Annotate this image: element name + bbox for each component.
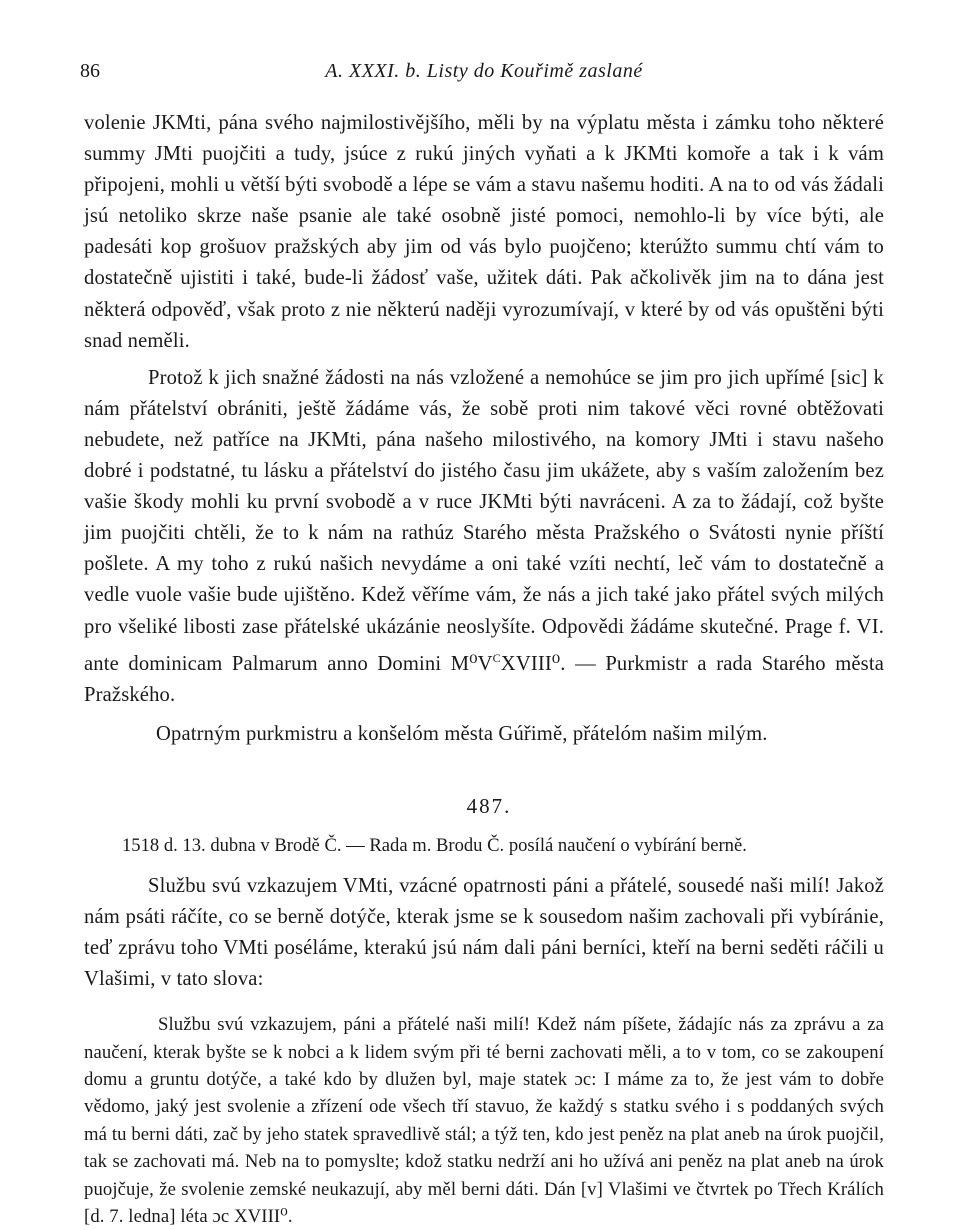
inserted-letter: Službu svú vzkazujem, páni a přátelé naši milí! Kdež nám píšete, žádajíc nás za zprávu a za naučení, kterak byšte se k nobci a k lidem svým při té berni zachovati měli, a to v tom, co se zakoupení domu a gruntu dotýče, a také kdo by dlužen byl, maje statek ɔc: I máme za to, že jest vám to dobře vědomo, jaký jest svolenie a zřízení ode všech tří stavuo, že každý s statku svého i s poddaných svých má tu berni dáti, zač by jeho statek spravedlivě stál; a týž ten, kdo jest peněz na plat aneb na úrok puojčil, tak se zachovati má. Neb na to pomyslte; kdož statku nedrží ani ho užívá ani peněz na plat aneb na úrok puojčuje, že svolenie zemské neukazují, aby měl berni dáti. Dán [v] Vlašimi ve čtvrtek po Třech Králích [d. 7. ledna] léta ɔc XVIII⁰.	[84, 1014, 884, 1227]
paragraph-continuation: volenie JKMti, pána svého najmilostivějšího, měli by na výplatu města i zámku toho některé summy JMti puojčiti a tudy, jsúce z rukú jiných vyňati a k JKMti komoře a tak i k vám připojeni, mohli u větší býti svobodě a lépe se vám a stavu našemu hoditi. A na to od vás žádali jsú netoliko skrze naše psanie ale také osobně jisté pomoci, nemohlo-li by více býti, ale padesáti kop grošuov pražských aby jim od vás bylo puojčeno; kterúžto summu chtí vám to dostatečně ujistiti i také, bude-li žádosť vaše, užitek dáti. Pak ačkolivěk jim na to dána jest některá odpověď, však proto z nie některú naději vyrozumívají, v které by od vás opuštěni býti snad neměli.	[84, 112, 884, 352]
page	[80, 52, 885, 1230]
page-header	[80, 52, 884, 88]
paragraph-request: Protož k jich snažné žádosti na nás vzložené a nemohúce se jim pro jich upřímé [sic] k nám přátelství obrániti, ještě žádáme vás, že sobě proti nim takové věci rovné obtěžovati nebudete, než patříce na JKMti, pána našeho milostivého, na komory JMti i stavu našeho dobré i podstatné, tu lásku a přátelství do jistého času jim ukážete, aby s vaším založením bez vašie škody mohli ku první svobodě a v ruce JKMti býti navráceni. A za to žádají, což byšte jim puojčiti chtěli, že to k nám na rathúz Starého města Pražského o Svátosti nynie příští pošlete. A my toho z rukú našich nevydáme a oni také vzíti nechtí, leč vám to dostatečně a vedle vuole vašie bude ujištěno. Kdež věříme vám, že nás a jich také jako přátel svých milých pro všeliké libosti zase přátelské ukázánie neoslyšíte. Odpovědi žádáme skutečné. Prage f. VI. ante dominicam Palmarum anno Domini $M^0V^CXVIII^0$. — Purkmistr a rada Starého města Pražského.	[84, 366, 885, 706]
document-number: 487.	[466, 793, 512, 818]
running-head: A. XXXI. b. Listy do Kouřimě zaslané	[325, 60, 643, 82]
letter-address: Opatrným purkmistru a konšelóm města Gúřimě, přátelóm našim milým.	[156, 722, 768, 745]
document-regest: 1518 d. 13. dubna v Brodě Č. — Rada m. Brodu Č. posílá naučení o vybírání berně.	[122, 834, 747, 856]
page-number: 86	[80, 60, 100, 82]
document-body: Službu svú vzkazujem VMti, vzácné opatrnosti páni a přátelé, sousedé naši milí! Jakož nám psáti ráčíte, co se berně dotýče, kterak jsme se k sousedom našim zachovali při vybíránie, teď zprávu toho VMti poséláme, kterakú jsú nám dali páni berníci, kteří na berni seděti ráčili u Vlašimi, v tato slova:	[84, 874, 884, 991]
